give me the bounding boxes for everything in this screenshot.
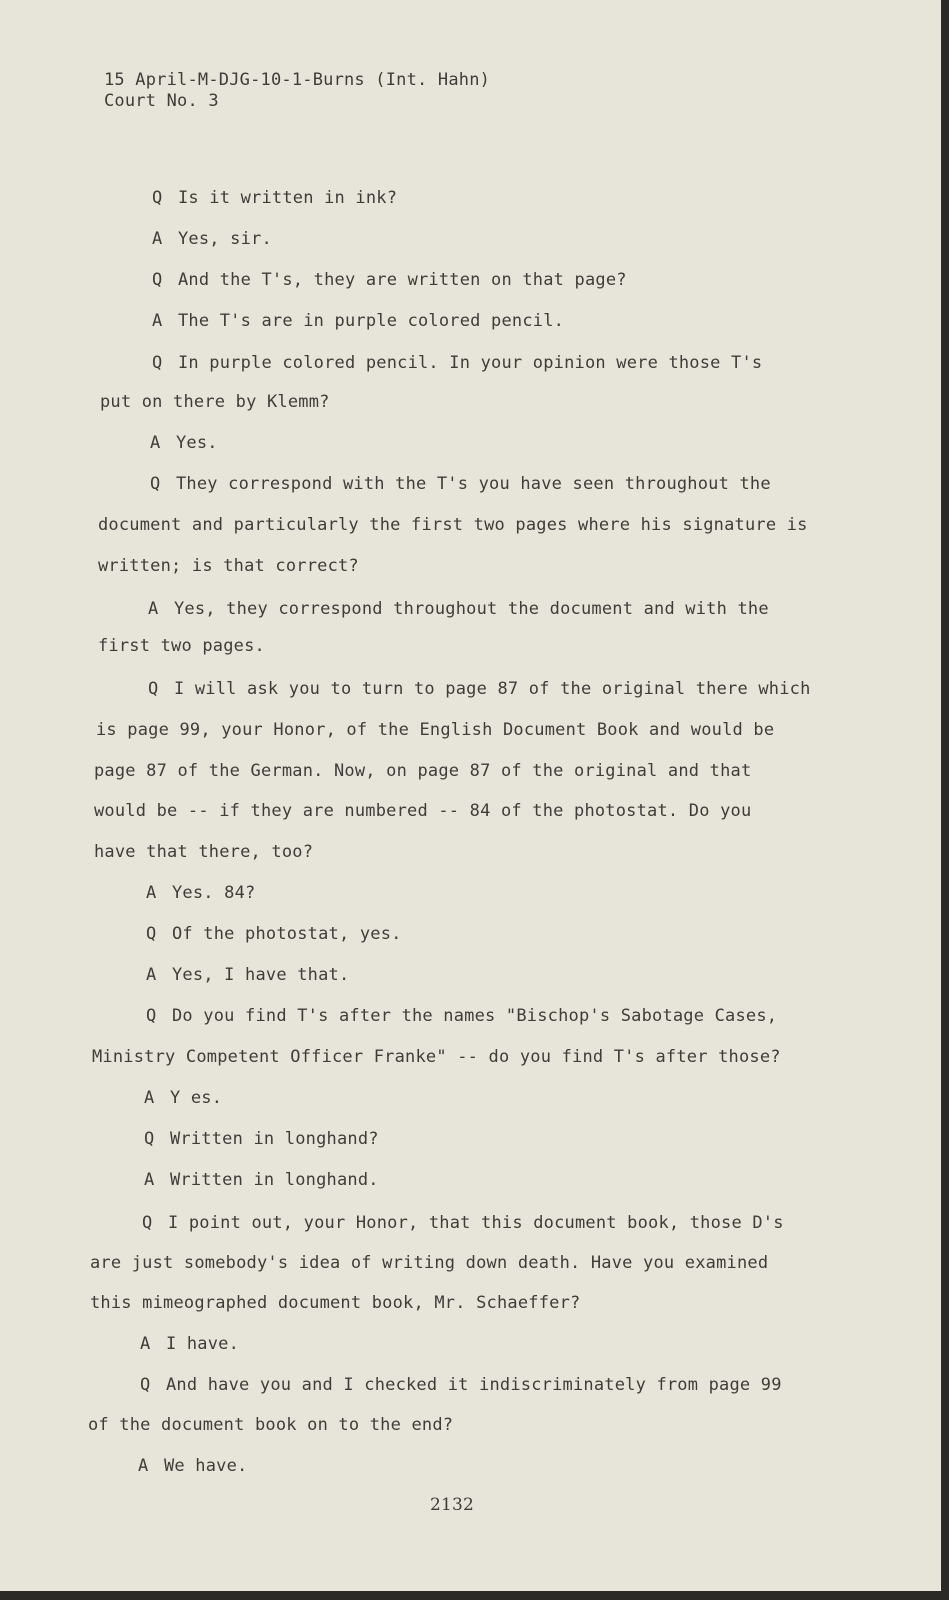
transcript-line: [152, 229, 272, 249]
speaker-label: Q: [140, 1375, 151, 1395]
speaker-label: A: [152, 229, 163, 249]
speaker-label: Q: [152, 188, 163, 208]
speaker-label: A: [148, 599, 159, 619]
speaker-label: A: [138, 1456, 149, 1476]
speaker-label: Q: [152, 353, 163, 373]
transcript-line: [140, 1334, 239, 1354]
testimony-text: And have you and I checked it indiscriminately from page 99: [166, 1375, 782, 1395]
transcript-line-continued: of the document book on to the end?: [88, 1415, 454, 1435]
header-line-1: 15 April-M-DJG-10-1-Burns (Int. Hahn): [104, 70, 491, 90]
speaker-label: A: [140, 1334, 151, 1354]
speaker-label: A: [144, 1088, 155, 1108]
testimony-text: I have.: [166, 1334, 240, 1354]
speaker-label: A: [152, 311, 163, 331]
testimony-text: The T's are in purple colored pencil.: [178, 311, 565, 331]
transcript-line: [150, 474, 771, 494]
testimony-text: We have.: [164, 1456, 248, 1476]
transcript-line: [138, 1456, 247, 1476]
speaker-label: A: [144, 1170, 155, 1190]
transcript-line: [152, 311, 564, 331]
speaker-label: Q: [152, 270, 163, 290]
scan-edge: [941, 0, 949, 1600]
transcript-line: [146, 1006, 777, 1026]
testimony-text: In purple colored pencil. In your opinion were those T's: [178, 353, 763, 373]
testimony-text: Yes, sir.: [178, 229, 272, 249]
speaker-label: A: [150, 433, 161, 453]
testimony-text: Yes.: [176, 433, 218, 453]
testimony-text: Of the photostat, yes.: [172, 924, 402, 944]
transcript-line: [144, 1170, 379, 1190]
transcript-line: [144, 1129, 379, 1149]
testimony-text: Y es.: [170, 1088, 223, 1108]
testimony-text: And the T's, they are written on that page?: [178, 270, 627, 290]
transcript-line: [152, 188, 397, 208]
testimony-text: Yes, they correspond throughout the document and with the: [174, 599, 769, 619]
testimony-text: I will ask you to turn to page 87 of the original there which: [174, 679, 811, 699]
speaker-label: Q: [148, 679, 159, 699]
transcript-line: [146, 965, 349, 985]
speaker-label: A: [146, 883, 157, 903]
transcript-line: [140, 1375, 782, 1395]
transcript-line: [148, 599, 769, 619]
transcript-line: [144, 1088, 222, 1108]
transcript-line-continued: Ministry Competent Officer Franke" -- do you find T's after those?: [92, 1047, 781, 1067]
speaker-label: A: [146, 965, 157, 985]
speaker-label: Q: [146, 1006, 157, 1026]
speaker-label: Q: [146, 924, 157, 944]
speaker-label: Q: [144, 1129, 155, 1149]
transcript-line-continued: document and particularly the first two pages where his signature is: [98, 515, 808, 535]
speaker-label: Q: [150, 474, 161, 494]
speaker-label: Q: [142, 1213, 153, 1233]
testimony-text: They correspond with the T's you have seen throughout the: [176, 474, 771, 494]
transcript-line-continued: would be -- if they are numbered -- 84 of the photostat. Do you: [94, 801, 752, 821]
testimony-text: I point out, your Honor, that this document book, those D's: [168, 1213, 784, 1233]
transcript-line: [146, 883, 255, 903]
transcript-line-continued: have that there, too?: [94, 842, 314, 862]
transcript-line-continued: page 87 of the German. Now, on page 87 of the original and that: [94, 761, 752, 781]
transcript-line-continued: this mimeographed document book, Mr. Schaeffer?: [90, 1293, 581, 1313]
transcript-line-continued: put on there by Klemm?: [100, 392, 330, 412]
testimony-text: Yes, I have that.: [172, 965, 350, 985]
transcript-line: [146, 924, 402, 944]
transcript-line: [148, 679, 811, 699]
transcript-line-continued: first two pages.: [98, 636, 265, 656]
transcript-line: [150, 433, 218, 453]
testimony-text: Written in longhand?: [170, 1129, 379, 1149]
testimony-text: Is it written in ink?: [178, 188, 398, 208]
transcript-line: [142, 1213, 784, 1233]
testimony-text: Do you find T's after the names "Bischop's Sabotage Cases,: [172, 1006, 778, 1026]
header-line-2: Court No. 3: [104, 91, 219, 111]
page-number: 2132: [430, 1495, 475, 1515]
transcript-line-continued: written; is that correct?: [98, 556, 359, 576]
transcript-line-continued: is page 99, your Honor, of the English Document Book and would be: [96, 720, 775, 740]
transcript-line-continued: are just somebody's idea of writing down death. Have you examined: [90, 1253, 769, 1273]
testimony-text: Yes. 84?: [172, 883, 256, 903]
transcript-line: [152, 353, 762, 373]
testimony-text: Written in longhand.: [170, 1170, 379, 1190]
transcript-line: [152, 270, 627, 290]
